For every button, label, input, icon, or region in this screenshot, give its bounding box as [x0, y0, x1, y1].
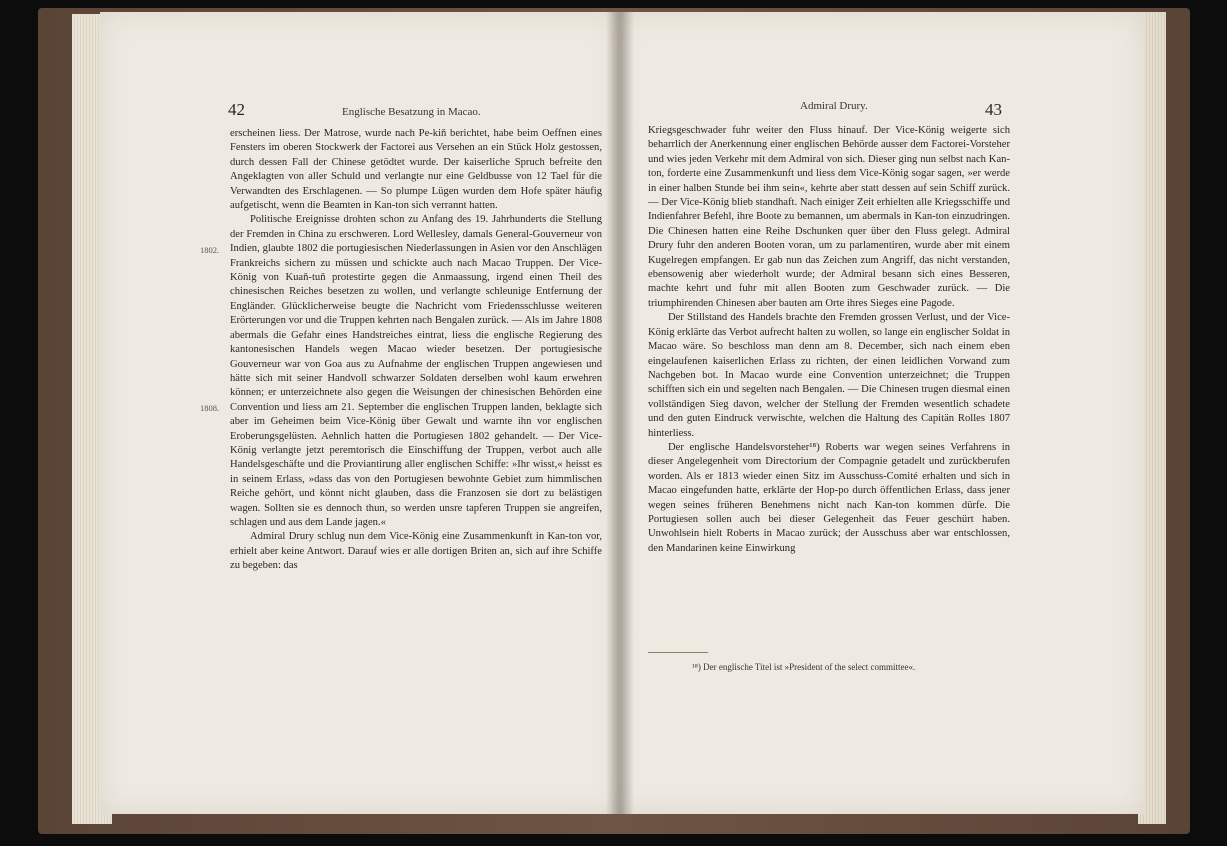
footnote-18: ¹⁸) Der englische Titel ist »President of the select committee«.: [692, 662, 916, 672]
left-body-text: [230, 127, 602, 574]
right-body-text: [648, 124, 1010, 556]
right-paragraph-3: Der englische Handelsvorsteher¹⁸) Roberts war wegen seines Verfahrens in dieser Angelegenheit vom Directorium der Compagnie getadelt und zurückberufen worden. Als er 1813 wieder einen Sitz im Ausschuss-Comité erhalten und sich in Macao eingefunden hatte, erklärte der Hop-po durch öffentlichen Erlass, dass jener wegen seines früheren Benehmens nicht nach Kan-ton kommen dürfe. Die Portugiesen sollen auch bei dieser Gelegenheit das Feuer geschürt haben. Unwohlsein hielt Roberts in Macao zurück; der Ausschuss aber war entschlossen, den Mandarinen keine Einwirkung: [648, 441, 1010, 554]
margin-year-1802: 1802.: [200, 245, 220, 255]
left-paragraph-2: Politische Ereignisse drohten schon zu Anfang des 19. Jahrhunderts die Stellung der Fremden in China zu erschweren. Lord Wellesley, damals General-Gouverneur von Indien, glaubte 1802 die portugiesischen Niederlassungen in Asien vor den Anschlägen Frankreichs sichern zu müssen und schickte auch nach Macao Truppen. Der Vice-König von Kuaň-tuň protestirte gegen die Anmaassung, irgend einen Theil des chinesischen Reiches besetzen zu wollen, und verlangte schleunige Entfernung der Engländer. Glücklicherweise beugte die Nachricht vom Friedensschlusse weiteren Erörterungen vor und die Truppen kehrten nach Bengalen zurück. — Als im Jahre 1808 abermals die Gefahr eines Handstreiches eintrat, liess die englische Regierung des kantonesischen Handels wegen Macao wieder besetzen. Der portugiesische Gouverneur war von Goa aus zu Aufnahme der englischen Truppen angewiesen und hätte sich mit seiner Handvoll schwarzer Soldaten derselben wohl kaum erwehren können; er unterzeichnete also gegen die Weisungen der chinesischen Behörden eine Convention und liess am 21. September die englischen Truppen landen, beklagte sich aber im Geheimen beim Vice-König über Gewalt und warnte ihn vor englischen Eroberungsgelüsten. Aehnlich hatten die Portugiesen 1802 gehandelt. — Der Vice-König verlangte jetzt peremtorisch die Einschiffung der Truppen, verbot auch alle Handelsgeschäfte und die Proviantirung aller englischen Schiffe: »Ihr wisst,« heisst es in seinem Erlass, »dass das von den Portugiesen bewohnte Gebiet zum himmlischen Reiche gehört, und könnt nicht glauben, dass die Franzosen sie dort zu belästigen wagen. Sollten sie es dennoch thun, so werden unsre tapferen Truppen sie angreifen, schlagen und aus dem Lande jagen.«: [230, 214, 602, 528]
margin-year-1808: 1808.: [200, 403, 220, 413]
right-page-number: 43: [985, 100, 1002, 119]
right-paragraph-1: Kriegsgeschwader fuhr weiter den Fluss hinauf. Der Vice-König weigerte sich beharrlich der Anerkennung einer englischen Behörde ausser dem Factorei-Vorsteher und wies jeden Verkehr mit dem Admiral von sich. Dieser ging nun selbst nach Kan-ton, forderte eine Zusammenkunft und liess dem Vice-König sogar sagen, »er werde in einer halben Stunde bei ihm sein«, kehrte aber statt dessen auf sein Schiff zurück. — Der Vice-König blieb standhaft. Nach einiger Zeit erhielten alle Kriegsschiffe und Indienfahrer Befehl, ihre Boote zu bemannen, um abermals in Kan-ton einzudringen. Die Chinesen hatten eine Reihe Dschunken quer über den Fluss gelegt. Admiral Drury fuhr den anderen Booten voran, um zu parlamentiren, wurde aber mit einem Kugelregen empfangen. Er gab nun das Zeichen zum Angriff, das nicht verstanden, ebensowenig aber wiederholt wurde; der Admiral besann sich eines Besseren, machte kehrt und fuhr mit allen Booten zum Geschwader zurück. — Die triumphirenden Chinesen aber bauten am Orte ihres Sieges eine Pagode.: [648, 125, 1010, 309]
left-running-header: Englische Besatzung in Macao.: [342, 106, 481, 118]
left-paragraph-1: erscheinen liess. Der Matrose, wurde nach Pe-kiň berichtet, habe beim Oeffnen eines Fensters im oberen Stockwerk der Factorei aus Versehen an ein Stück Holz gestossen, durch dessen Fall der Chinese getödtet wurde. Der kaiserliche Spruch befreite den Angeklagten von aller Schuld und verlangte nur eine Geldbusse von 12 Tael für die Verwandten des Erschlagenen. — So plumpe Lügen wurden dem Hofe später häufig aufgetischt, wenn die Beamten in Kan-ton sich verrannt hatten.: [230, 128, 602, 212]
book-gutter: [606, 12, 634, 814]
right-paragraph-2: Der Stillstand des Handels brachte den Fremden grossen Verlust, und der Vice-König erklärte das Verbot aufrecht halten zu wollen, so lange ein englischer Soldat in Macao wäre. So beschloss man denn am 8. December, sich nach einem eben eingelaufenen kaiserlichen Erlass zu richten, der einen leidlichen Vorwand zum Nachgeben bot. In Macao wurde eine Convention unterzeichnet; die Truppen schifften sich ein und segelten nach Bengalen. — Die Chinesen trugen diesmal einen vollständigen Sieg davon, welcher der Stellung der Fremden wesentlich schadete und den guten Eindruck verwischte, welchen die Haltung des Capitän Rolles 1807 hinterliess.: [648, 312, 1010, 439]
left-paragraph-3: Admiral Drury schlug nun dem Vice-König eine Zusammenkunft in Kan-ton vor, erhielt aber keine Antwort. Darauf wies er alle dortigen Briten an, sich auf ihre Schiffe zu begeben: das: [230, 531, 602, 572]
left-page-number: 42: [228, 100, 245, 119]
footnote-rule: [648, 652, 708, 653]
right-running-header: Admiral Drury.: [800, 100, 868, 112]
